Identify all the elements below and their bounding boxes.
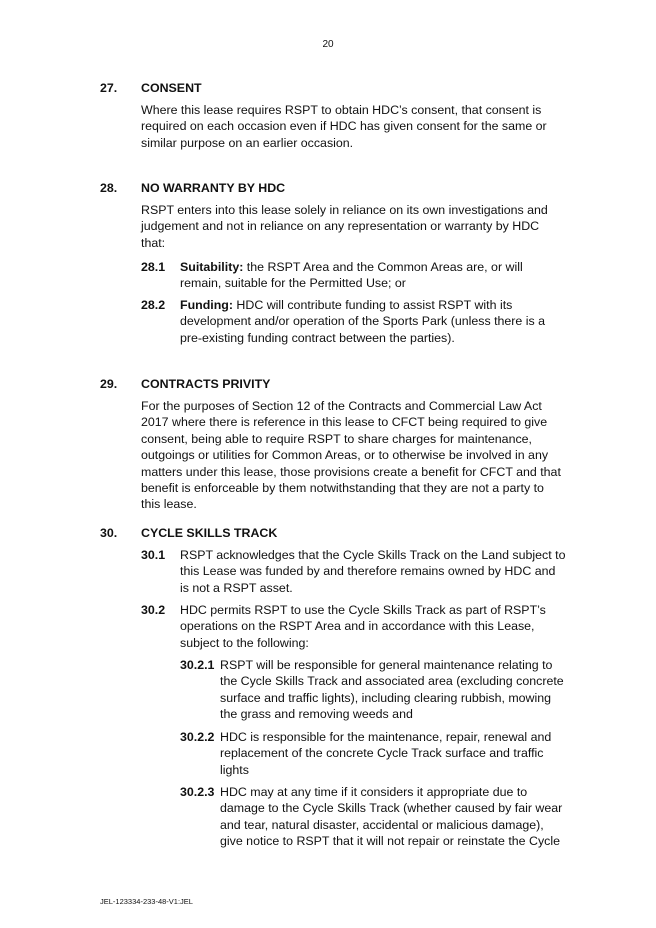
subclause-text: HDC is responsible for the maintenance, repair, renewal and replacement of the concrete Cycle Track surface and traffic lights — [220, 730, 552, 777]
clause-text: Where this lease requires RSPT to obtain HDC’s consent, that consent is required on each occasion even if HDC has given consent for the same or similar purpose on an earlier occasion. — [141, 103, 547, 150]
subclause-label: Funding: — [180, 298, 233, 312]
subclause-number: 30.2 — [141, 603, 166, 617]
subclause-number: 30.2.2 — [180, 730, 215, 744]
clause-number: 30. — [100, 526, 118, 540]
clause-heading: NO WARRANTY BY HDC — [141, 181, 286, 195]
page-number: 20 — [322, 39, 334, 50]
subclause-number: 28.2 — [141, 298, 166, 312]
clause-heading: CYCLE SKILLS TRACK — [141, 526, 278, 540]
subclause-text: RSPT will be responsible for general maintenance relating to the Cycle Skills Track and associated area (excluding concrete surface and traffic lights), including clearing rubbish, mowing the grass and removing weeds and — [220, 658, 564, 722]
clause-heading: CONTRACTS PRIVITY — [141, 377, 271, 391]
subclause-text: RSPT acknowledges that the Cycle Skills Track on the Land subject to this Lease was funded by and therefore remains owned by HDC and is not a RSPT asset. — [180, 548, 566, 595]
clause-number: 27. — [100, 81, 118, 95]
document-reference-footer: JEL-123334-233-48-V1:JEL — [100, 897, 193, 906]
subclause-label: Suitability: — [180, 260, 244, 274]
clause-number: 29. — [100, 377, 118, 391]
clause-text: For the purposes of Section 12 of the Contracts and Commercial Law Act 2017 where there is reference in this lease to CFCT being required to give consent, being able to require RSPT to share charges for maintenance, outgoings or utilities for Common Areas, or to otherwise be involved in any matters under this lease, those provisions create a benefit for CFCT and that benefit is enforceable by them notwithstanding that they are not a party to this lease. — [141, 399, 561, 512]
clause-number: 28. — [100, 181, 118, 195]
clause-text: RSPT enters into this lease solely in reliance on its own investigations and judgement and not in reliance on any representation or warranty by HDC that: — [141, 203, 548, 250]
subclause-text — [180, 259, 566, 292]
clause-heading: CONSENT — [141, 81, 202, 95]
subclause-number: 28.1 — [141, 260, 166, 274]
subclause-body: the RSPT Area and the Common Areas are, or will remain, suitable for the Permitted Use; or — [180, 260, 523, 291]
subclause-number: 30.2.1 — [180, 658, 215, 672]
subclause-text: HDC may at any time if it considers it appropriate due to damage to the Cycle Skills Track (whether caused by fair wear and tear, natural disaster, accidental or malicious damage), give notice to RSPT that it will not repair or reinstate the Cycle — [220, 785, 563, 849]
subclause-number: 30.2.3 — [180, 785, 215, 799]
subclause-number: 30.1 — [141, 548, 166, 562]
subclause-text — [180, 297, 566, 346]
subclause-text: HDC permits RSPT to use the Cycle Skills Track as part of RSPT’s operations on the RSPT Area and in accordance with this Lease, subject to the following: — [180, 603, 546, 650]
subclause-body: HDC will contribute funding to assist RSPT with its development and/or operation of the Sports Park (unless there is a pre-existing funding contract between the parties). — [180, 298, 546, 345]
